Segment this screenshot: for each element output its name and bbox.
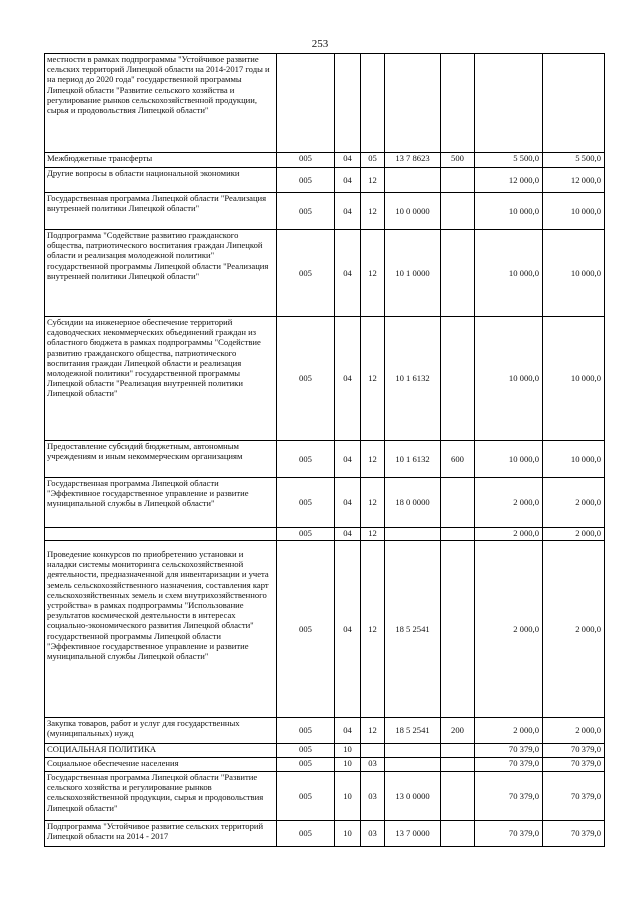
target-article: 10 1 0000 <box>385 230 441 317</box>
target-article: 10 1 6132 <box>385 317 441 441</box>
target-article: 18 5 2541 <box>385 718 441 744</box>
amount-2: 2 000,0 <box>543 528 605 541</box>
target-article: 18 5 2541 <box>385 541 441 718</box>
target-article <box>385 54 441 153</box>
row-name <box>45 528 277 541</box>
amount-1: 70 379,0 <box>475 772 543 821</box>
amount-1: 2 000,0 <box>475 541 543 718</box>
section-code: 04 <box>335 528 361 541</box>
table-row <box>45 821 605 847</box>
ministry-code: 005 <box>277 772 335 821</box>
section-code: 04 <box>335 541 361 718</box>
amount-1: 70 379,0 <box>475 758 543 772</box>
target-article: 10 0 0000 <box>385 193 441 230</box>
target-article: 10 1 6132 <box>385 441 441 478</box>
amount-1 <box>475 54 543 153</box>
table-row <box>45 230 605 317</box>
amount-1: 12 000,0 <box>475 168 543 193</box>
section-code: 04 <box>335 441 361 478</box>
target-article <box>385 528 441 541</box>
subsection-code: 12 <box>361 478 385 528</box>
row-name: Подпрограмма "Содействие развитию гражданского общества, патриотического воспитания граждан Липецкой области и реализация молодежной политики" государственной программы Липецкой области "Реализация внутренней политики Липецкой области" <box>45 230 277 317</box>
table-row <box>45 317 605 441</box>
table-row <box>45 168 605 193</box>
amount-1: 70 379,0 <box>475 821 543 847</box>
expense-type <box>441 541 475 718</box>
amount-2: 10 000,0 <box>543 193 605 230</box>
target-article <box>385 758 441 772</box>
table-row <box>45 193 605 230</box>
page-number: 253 <box>311 38 329 50</box>
table-row <box>45 772 605 821</box>
row-name: Другие вопросы в области национальной экономики <box>45 168 277 193</box>
expense-type <box>441 54 475 153</box>
ministry-code: 005 <box>277 168 335 193</box>
expense-type <box>441 230 475 317</box>
table-row <box>45 441 605 478</box>
amount-1: 2 000,0 <box>475 528 543 541</box>
expense-type: 600 <box>441 441 475 478</box>
subsection-code: 12 <box>361 193 385 230</box>
amount-2: 70 379,0 <box>543 744 605 758</box>
expense-type: 500 <box>441 153 475 168</box>
subsection-code <box>361 54 385 153</box>
amount-2 <box>543 54 605 153</box>
section-code: 04 <box>335 718 361 744</box>
table-row <box>45 528 605 541</box>
amount-1: 70 379,0 <box>475 744 543 758</box>
ministry-code: 005 <box>277 541 335 718</box>
amount-1: 10 000,0 <box>475 230 543 317</box>
amount-2: 2 000,0 <box>543 478 605 528</box>
subsection-code: 12 <box>361 230 385 317</box>
row-name: Закупка товаров, работ и услуг для государственных (муниципальных) нужд <box>45 718 277 744</box>
amount-1: 10 000,0 <box>475 317 543 441</box>
subsection-code: 03 <box>361 821 385 847</box>
section-code: 04 <box>335 168 361 193</box>
amount-1: 10 000,0 <box>475 193 543 230</box>
target-article: 13 7 8623 <box>385 153 441 168</box>
ministry-code: 005 <box>277 718 335 744</box>
ministry-code: 005 <box>277 153 335 168</box>
amount-2: 10 000,0 <box>543 441 605 478</box>
row-name: Предоставление субсидий бюджетным, автономным учреждениям и иным некоммерческим организациям <box>45 441 277 478</box>
row-name: Государственная программа Липецкой области "Реализация внутренней политики Липецкой области" <box>45 193 277 230</box>
section-code: 10 <box>335 821 361 847</box>
subsection-code: 12 <box>361 541 385 718</box>
expense-type <box>441 744 475 758</box>
table-row <box>45 478 605 528</box>
subsection-code: 12 <box>361 317 385 441</box>
subsection-code: 12 <box>361 168 385 193</box>
amount-1: 10 000,0 <box>475 441 543 478</box>
row-name: СОЦИАЛЬНАЯ ПОЛИТИКА <box>45 744 277 758</box>
row-name: Проведение конкурсов по приобретению установки и наладки системы мониторинга сельскохозяйственной деятельности, предназначенной для инвентаризации и учета земель сельскохозяйственного назначения, составления карт сельскохозяйственных земель и схем внутрихозяйственного устройства» в рамках подпрограммы "Использование результатов космической деятельности в интересах социально-экономического развития Липецкой области" государственной программы Липецкой области "Эффективное государственное управление и развитие муниципальной службы Липецкой области" <box>45 541 277 718</box>
ministry-code <box>277 54 335 153</box>
expense-type: 200 <box>441 718 475 744</box>
expense-type <box>441 168 475 193</box>
row-name: Подпрограмма "Устойчивое развитие сельских территорий Липецкой области на 2014 - 2017 <box>45 821 277 847</box>
section-code: 10 <box>335 772 361 821</box>
ministry-code: 005 <box>277 230 335 317</box>
ministry-code: 005 <box>277 821 335 847</box>
budget-table <box>44 53 605 847</box>
table-row <box>45 718 605 744</box>
expense-type <box>441 317 475 441</box>
amount-2: 5 500,0 <box>543 153 605 168</box>
section-code: 04 <box>335 153 361 168</box>
table-row <box>45 153 605 168</box>
subsection-code: 12 <box>361 718 385 744</box>
amount-2: 12 000,0 <box>543 168 605 193</box>
row-name: Субсидии на инженерное обеспечение территорий садоводческих некоммерческих объединений граждан из областного бюджета в рамках подпрограммы "Содействие развитию гражданского общества, патриотического воспитания граждан Липецкой области и реализация молодежной политики" государственной программы Липецкой области "Реализация внутренней политики Липецкой области" <box>45 317 277 441</box>
expense-type <box>441 528 475 541</box>
amount-2: 10 000,0 <box>543 317 605 441</box>
expense-type <box>441 478 475 528</box>
subsection-code: 03 <box>361 758 385 772</box>
subsection-code: 12 <box>361 441 385 478</box>
section-code: 04 <box>335 230 361 317</box>
ministry-code: 005 <box>277 758 335 772</box>
expense-type <box>441 772 475 821</box>
ministry-code: 005 <box>277 478 335 528</box>
subsection-code <box>361 744 385 758</box>
row-name: Государственная программа Липецкой области "Эффективное государственное управление и развитие муниципальной службы в Липецкой области" <box>45 478 277 528</box>
expense-type <box>441 193 475 230</box>
row-name: Межбюджетные трансферты <box>45 153 277 168</box>
amount-1: 2 000,0 <box>475 718 543 744</box>
subsection-code: 05 <box>361 153 385 168</box>
table-row <box>45 744 605 758</box>
amount-1: 2 000,0 <box>475 478 543 528</box>
table-row <box>45 54 605 153</box>
target-article: 18 0 0000 <box>385 478 441 528</box>
section-code <box>335 54 361 153</box>
row-name: местности в рамках подпрограммы "Устойчивое развитие сельских территорий Липецкой области на 2014-2017 годы и на период до 2020 года" государственной программы Липецкой области "Развитие сельского хозяйства и регулирование рынков сельскохозяйственной продукции, сырья и продовольствия Липецкой области" <box>45 54 277 153</box>
ministry-code: 005 <box>277 193 335 230</box>
amount-2: 70 379,0 <box>543 772 605 821</box>
amount-2: 2 000,0 <box>543 718 605 744</box>
target-article: 13 7 0000 <box>385 821 441 847</box>
ministry-code: 005 <box>277 441 335 478</box>
section-code: 10 <box>335 758 361 772</box>
ministry-code: 005 <box>277 744 335 758</box>
row-name: Социальное обеспечение населения <box>45 758 277 772</box>
subsection-code: 12 <box>361 528 385 541</box>
target-article <box>385 168 441 193</box>
expense-type <box>441 821 475 847</box>
section-code: 04 <box>335 478 361 528</box>
amount-2: 70 379,0 <box>543 821 605 847</box>
ministry-code: 005 <box>277 528 335 541</box>
section-code: 10 <box>335 744 361 758</box>
amount-2: 2 000,0 <box>543 541 605 718</box>
amount-2: 10 000,0 <box>543 230 605 317</box>
target-article: 13 0 0000 <box>385 772 441 821</box>
expense-type <box>441 758 475 772</box>
amount-2: 70 379,0 <box>543 758 605 772</box>
section-code: 04 <box>335 317 361 441</box>
target-article <box>385 744 441 758</box>
row-name: Государственная программа Липецкой области "Развитие сельского хозяйства и регулирование рынков сельскохозяйственной продукции, сырья и продовольствия Липецкой области" <box>45 772 277 821</box>
table-row <box>45 758 605 772</box>
table-row <box>45 541 605 718</box>
amount-1: 5 500,0 <box>475 153 543 168</box>
ministry-code: 005 <box>277 317 335 441</box>
section-code: 04 <box>335 193 361 230</box>
subsection-code: 03 <box>361 772 385 821</box>
